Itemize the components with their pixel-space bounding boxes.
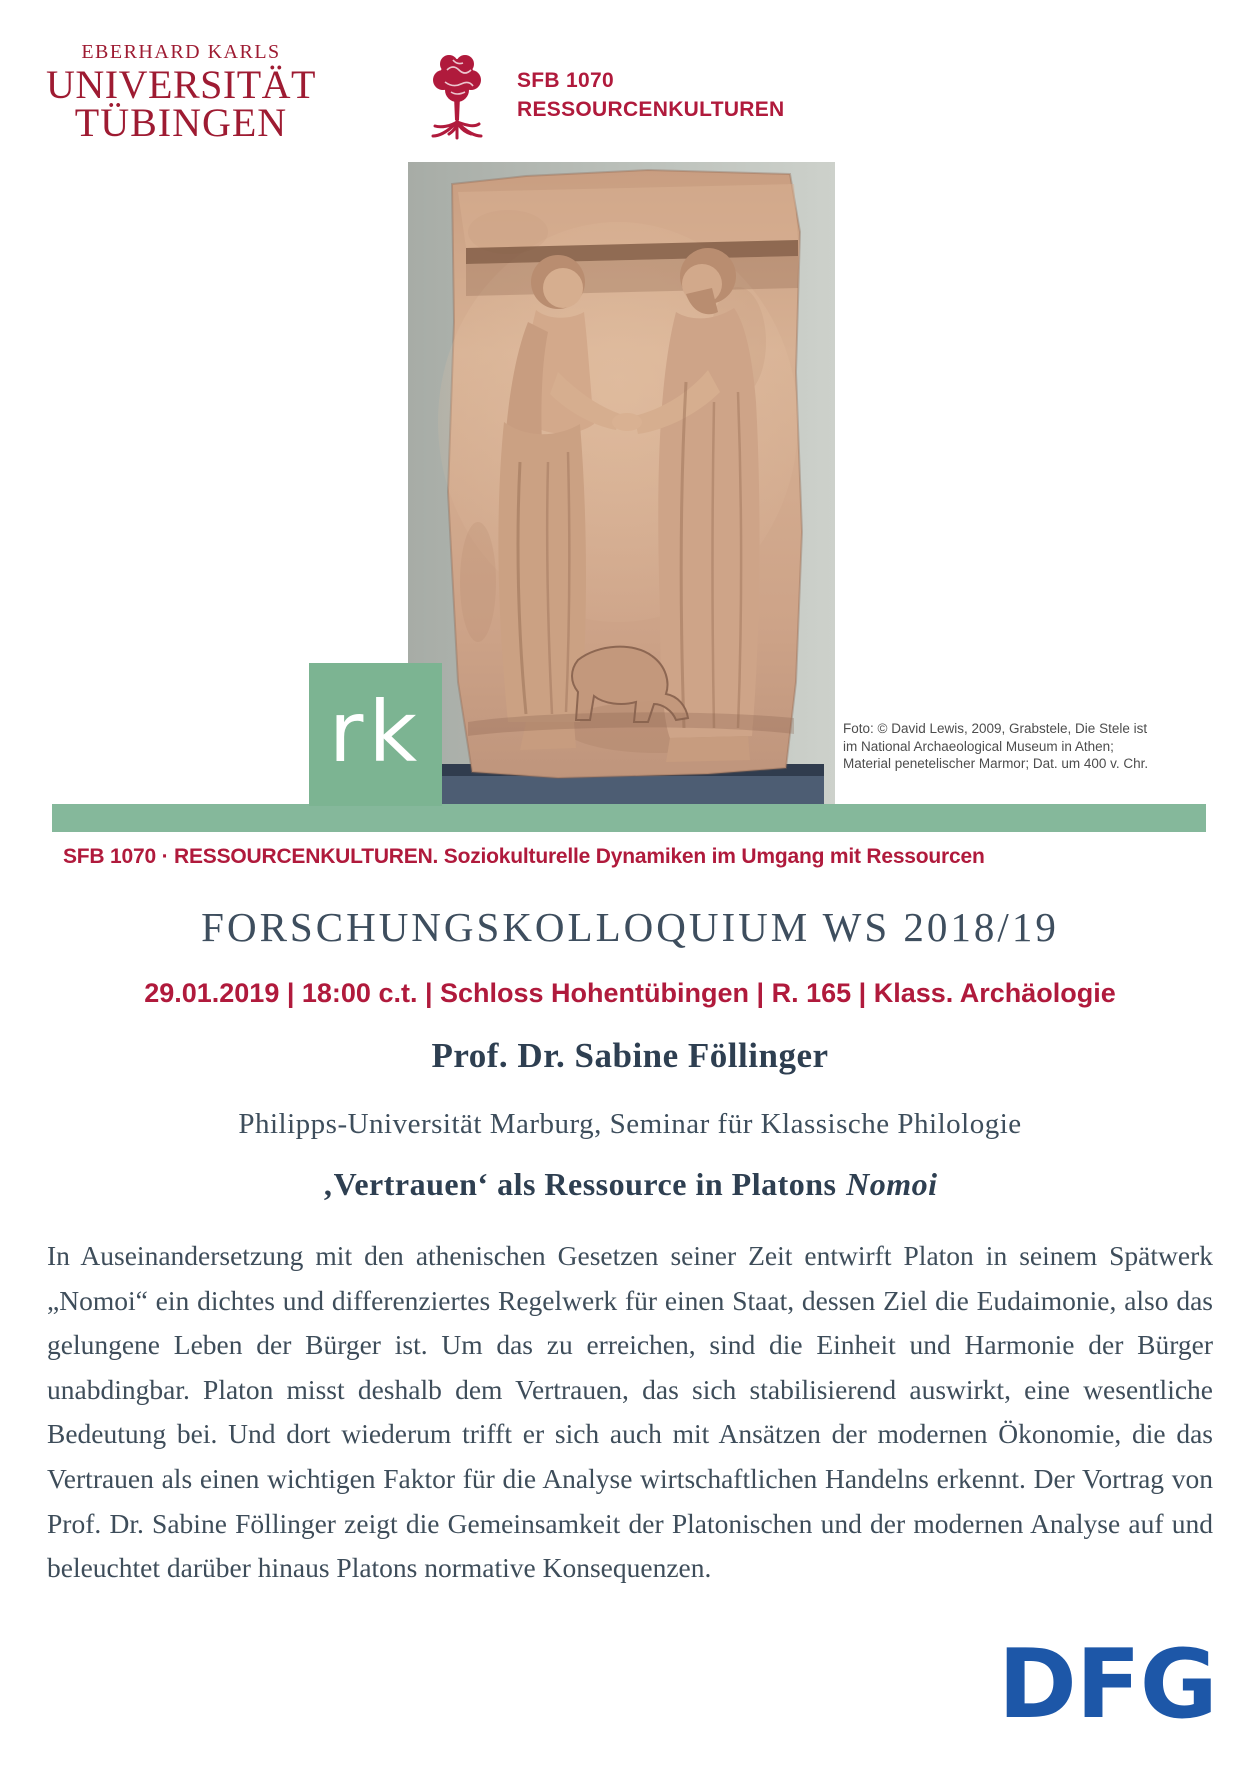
university-logo-line3: TÜBINGEN [74, 100, 288, 145]
tree-icon [427, 50, 487, 142]
org-line: SFB 1070 · RESSOURCENKULTUREN. Soziokulturelle Dynamiken im Umgang mit Ressourcen [63, 845, 985, 868]
talk-title-prefix: ‚Vertrauen‘ als Ressource in Platons [322, 1166, 837, 1202]
talk-title-work: Nomoi [846, 1166, 938, 1202]
sfb-wordmark-line1: SFB 1070 [517, 69, 614, 92]
handshake [612, 413, 642, 431]
event-title: FORSCHUNGSKOLLOQUIUM WS 2018/19 [201, 904, 1059, 950]
rk-logo [309, 663, 442, 806]
photo-caption: Foto: © David Lewis, 2009, Grabstele, Die Stele ist im National Archaeological Museum in Athen; Material penetelischer Marmor; Dat. um 400 v. Chr. [843, 721, 1149, 771]
talk-title [0, 1166, 1260, 1203]
speaker-affiliation: Philipps-Universität Marburg, Seminar für Klassische Philologie [238, 1108, 1022, 1140]
dfg-logo: DFG [998, 1630, 1217, 1740]
sfb-wordmark [517, 66, 785, 124]
rk-logo-text: rk [328, 682, 423, 781]
speaker-name: Prof. Dr. Sabine Föllinger [431, 1036, 829, 1075]
abstract-paragraph: In Auseinandersetzung mit den athenischen Gesetzen seiner Zeit entwirft Platon in seinem Spätwerk „Nomoi“ ein dichtes und differenziertes Regelwerk für einen Staat, dessen Ziel die Eudaimonie, also das gelungene Leben der Bürger ist. Um das zu erreichen, sind die Einheit und Harmonie der Bürger unabdingbar. Platon misst deshalb dem Vertrauen, das sich stabilisierend auswirkt, eine wesentliche Bedeutung bei. Und dort wiederum trifft er sich auch mit Ansätzen der modernen Ökonomie, die das Vertrauen als einen wichtigen Faktor für die Analyse wirtschaftlichen Handelns erkennt. Der Vortrag von Prof. Dr. Sabine Föllinger zeigt die Gemeinsamkeit der Platonischen und der modernen Analyse auf und beleuchtet darüber hinaus Platons normative Konsequenzen. [47, 1240, 1213, 1584]
sfb-wordmark-line2: RESSOURCENKULTUREN [517, 98, 785, 121]
university-logo [31, 41, 331, 145]
green-divider-bar [52, 804, 1206, 832]
stele-photo [408, 162, 835, 812]
event-details: 29.01.2019 | 18:00 c.t. | Schloss Hohentübingen | R. 165 | Klass. Archäologie [144, 978, 1116, 1008]
university-logo-line1: EBERHARD KARLS [81, 41, 281, 63]
university-logo-line2: UNIVERSITÄT [46, 62, 316, 107]
